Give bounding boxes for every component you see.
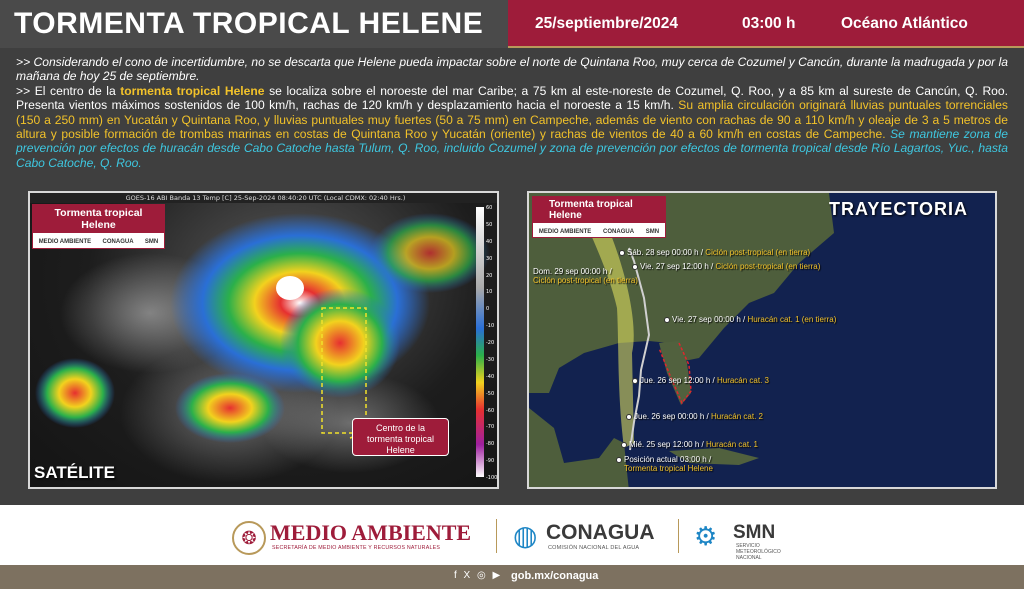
smn-logo: SMN xyxy=(733,522,776,543)
track-point-marker xyxy=(616,457,622,463)
conagua-drop-icon: ◍ xyxy=(513,520,538,551)
bulletin-paragraph-2 xyxy=(16,84,1008,170)
bulletin-p2-warnings: Se mantiene zona de prevención por efectos de huracán desde Cabo Catoche hasta Tulum, Q. Roo, incluido Cozumel y zona de prevención por efectos de tormenta tropical desde Río Lagartos, Yuc., hasta Cabo Catoche, Q. Roo. xyxy=(16,127,1008,170)
scale-tick-label: -90 xyxy=(486,458,495,465)
point-status: Huracán cat. 1 (en tierra) xyxy=(747,315,837,324)
satellite-badge-title: Tormenta tropical Helene xyxy=(33,205,164,233)
badge-logo-smn: SMN xyxy=(645,228,660,235)
medio-ambiente-logo: MEDIO AMBIENTE xyxy=(270,520,472,545)
point-time: Vie. 27 sep 12:00 h / xyxy=(640,262,714,271)
track-point-marker xyxy=(619,250,625,256)
color-scale-labels xyxy=(486,205,499,481)
storm-center-label: Centro de la tormenta tropical Helene xyxy=(352,418,449,456)
scale-tick-label: 60 xyxy=(486,205,493,211)
trajectory-point-label xyxy=(672,315,836,324)
social-icons[interactable]: f X ◎ ▶ xyxy=(454,570,503,581)
scale-tick-label: -30 xyxy=(486,356,495,363)
track-point-marker xyxy=(626,414,632,420)
track-point-marker xyxy=(664,317,670,323)
scale-tick-label: 30 xyxy=(486,255,493,262)
ocean-name: Océano Atlántico xyxy=(841,15,968,32)
track-point-marker xyxy=(621,442,627,448)
header-bar xyxy=(0,0,1024,48)
bulletin-p2-location: se localiza sobre el noroeste del mar Caribe; a 75 km al este-noreste de Cozumel, Q. Roo, y a 85 km al sureste de Cancún, Q. Roo. Presenta vientos máximos sostenidos de 100 km/h, rachas de 120 km/h y desplazamiento hacia el noroeste a 15 km/h. xyxy=(16,83,1008,113)
badge-logo-medio: MEDIO AMBIENTE xyxy=(38,238,92,245)
footer-logos xyxy=(0,505,1024,565)
page-title: TORMENTA TROPICAL HELENE xyxy=(0,0,508,48)
bulletin-time: 03:00 h xyxy=(742,15,796,32)
scale-tick-label: -60 xyxy=(486,407,495,414)
trajectory-point-label xyxy=(629,440,758,449)
bulletin-text xyxy=(16,55,1008,170)
badge-logo-conagua: CONAGUA xyxy=(102,238,134,245)
bulletin-paragraph-1: >> Considerando el cono de incertidumbre, no se descarta que Helene pueda impactar sobre el norte de Quintana Roo, muy cerca de Cozumel y Cancún, durante la madrugada y por la mañana de hoy 25 de septiembre. xyxy=(16,55,1008,84)
scale-tick-label: 40 xyxy=(486,238,493,245)
satellite-panel xyxy=(28,191,499,489)
point-status: Huracán cat. 1 xyxy=(705,440,758,449)
satellite-label: SATÉLITE xyxy=(34,463,115,482)
gob-url-link[interactable]: gob.mx/conagua xyxy=(511,570,599,582)
scale-tick-label: 20 xyxy=(486,272,493,279)
bulletin-date: 25/septiembre/2024 xyxy=(535,15,679,32)
trajectory-point-label xyxy=(634,412,763,421)
trajectory-badge xyxy=(532,196,666,238)
scale-tick-label: -50 xyxy=(486,390,495,397)
point-time: Sáb. 28 sep 00:00 h / xyxy=(627,248,704,257)
storm-name-highlight: tormenta tropical Helene xyxy=(120,83,265,98)
badge-logo-conagua: CONAGUA xyxy=(603,228,635,235)
scale-tick-label: 10 xyxy=(486,289,493,296)
trajectory-point-label xyxy=(627,248,810,257)
trajectory-point-label xyxy=(640,376,769,385)
scale-tick-label: -20 xyxy=(486,340,495,346)
smn-subtitle: SERVICIO METEOROLÓGICO NACIONAL xyxy=(736,543,781,561)
scale-tick-label: -70 xyxy=(486,424,495,431)
trajectory-point-label xyxy=(533,267,638,285)
trajectory-title: TRAYECTORIA xyxy=(829,199,969,219)
scale-tick-label: -80 xyxy=(486,441,495,448)
scale-tick-label: 0 xyxy=(486,306,490,313)
track-point-marker xyxy=(632,378,638,384)
point-time: Posición actual 03:00 h / xyxy=(624,455,712,464)
bulletin-p2-effects: Su amplia circulación originará lluvias puntuales torrenciales (150 a 250 mm) en Yucatán y Quintana Roo, y lluvias puntuales muy fuertes (50 a 75 mm) en Campeche, además de viento con rachas de 90 a 110 km/h y oleaje de 3 a 5 metros de altura y posible formación de trombas marinas en costas de Quintana Roo y Yucatán (oriente) y rachas de vientos de 40 a 60 km/h en costas de Campeche. xyxy=(16,98,1008,142)
footer-divider-2 xyxy=(678,519,679,553)
satellite-caption: GOES-16 ABI Banda 13 Temp [C] 25-Sep-2024 08:40:20 UTC (Local CDMX: 02:40 Hrs.) xyxy=(30,193,499,203)
trajectory-point-label xyxy=(624,455,713,473)
point-status: Huracán cat. 2 xyxy=(710,412,763,421)
bulletin-p2-intro: >> El centro de la xyxy=(16,83,121,98)
point-status: Ciclón post-tropical (en tierra) xyxy=(533,276,638,285)
footer-divider-1 xyxy=(496,519,497,553)
badge-logo-medio: MEDIO AMBIENTE xyxy=(538,228,592,235)
bottom-bar xyxy=(0,565,1024,589)
point-time: Vie. 27 sep 00:00 h / xyxy=(672,315,746,324)
scale-tick-label: -10 xyxy=(486,323,495,330)
medio-ambiente-subtitle: SECRETARÍA DE MEDIO AMBIENTE Y RECURSOS NATURALES xyxy=(272,545,441,551)
trajectory-point-label xyxy=(640,262,820,271)
point-status: Huracán cat. 3 xyxy=(716,376,769,385)
satellite-badge xyxy=(32,204,165,249)
point-time: Jue. 26 sep 00:00 h / xyxy=(634,412,709,421)
badge-logo-smn: SMN xyxy=(144,238,159,245)
point-time: Mié. 25 sep 12:00 h / xyxy=(629,440,704,449)
point-time: Dom. 29 sep 00:00 h / xyxy=(533,267,612,276)
trajectory-badge-title: Tormenta tropical Helene xyxy=(533,197,665,223)
point-status: Tormenta tropical Helene xyxy=(624,464,713,473)
smn-gear-icon: ⚙ xyxy=(694,521,718,551)
point-time: Jue. 26 sep 12:00 h / xyxy=(640,376,715,385)
point-status: Ciclón post-tropical (en tierra) xyxy=(705,248,811,257)
color-scale-bar xyxy=(476,207,484,477)
satellite-badge-logos xyxy=(33,233,164,250)
mexico-seal-icon: ❂ xyxy=(232,521,266,555)
trajectory-panel xyxy=(527,191,997,489)
scale-tick-label: 50 xyxy=(486,221,493,228)
scale-tick-label: -100 xyxy=(486,475,498,481)
scale-tick-label: -40 xyxy=(486,373,495,380)
point-status: Ciclón post-tropical (en tierra) xyxy=(715,262,821,271)
conagua-subtitle: COMISIÓN NACIONAL DEL AGUA xyxy=(548,545,640,551)
conagua-logo: CONAGUA xyxy=(546,521,655,544)
trajectory-badge-logos xyxy=(533,223,665,240)
